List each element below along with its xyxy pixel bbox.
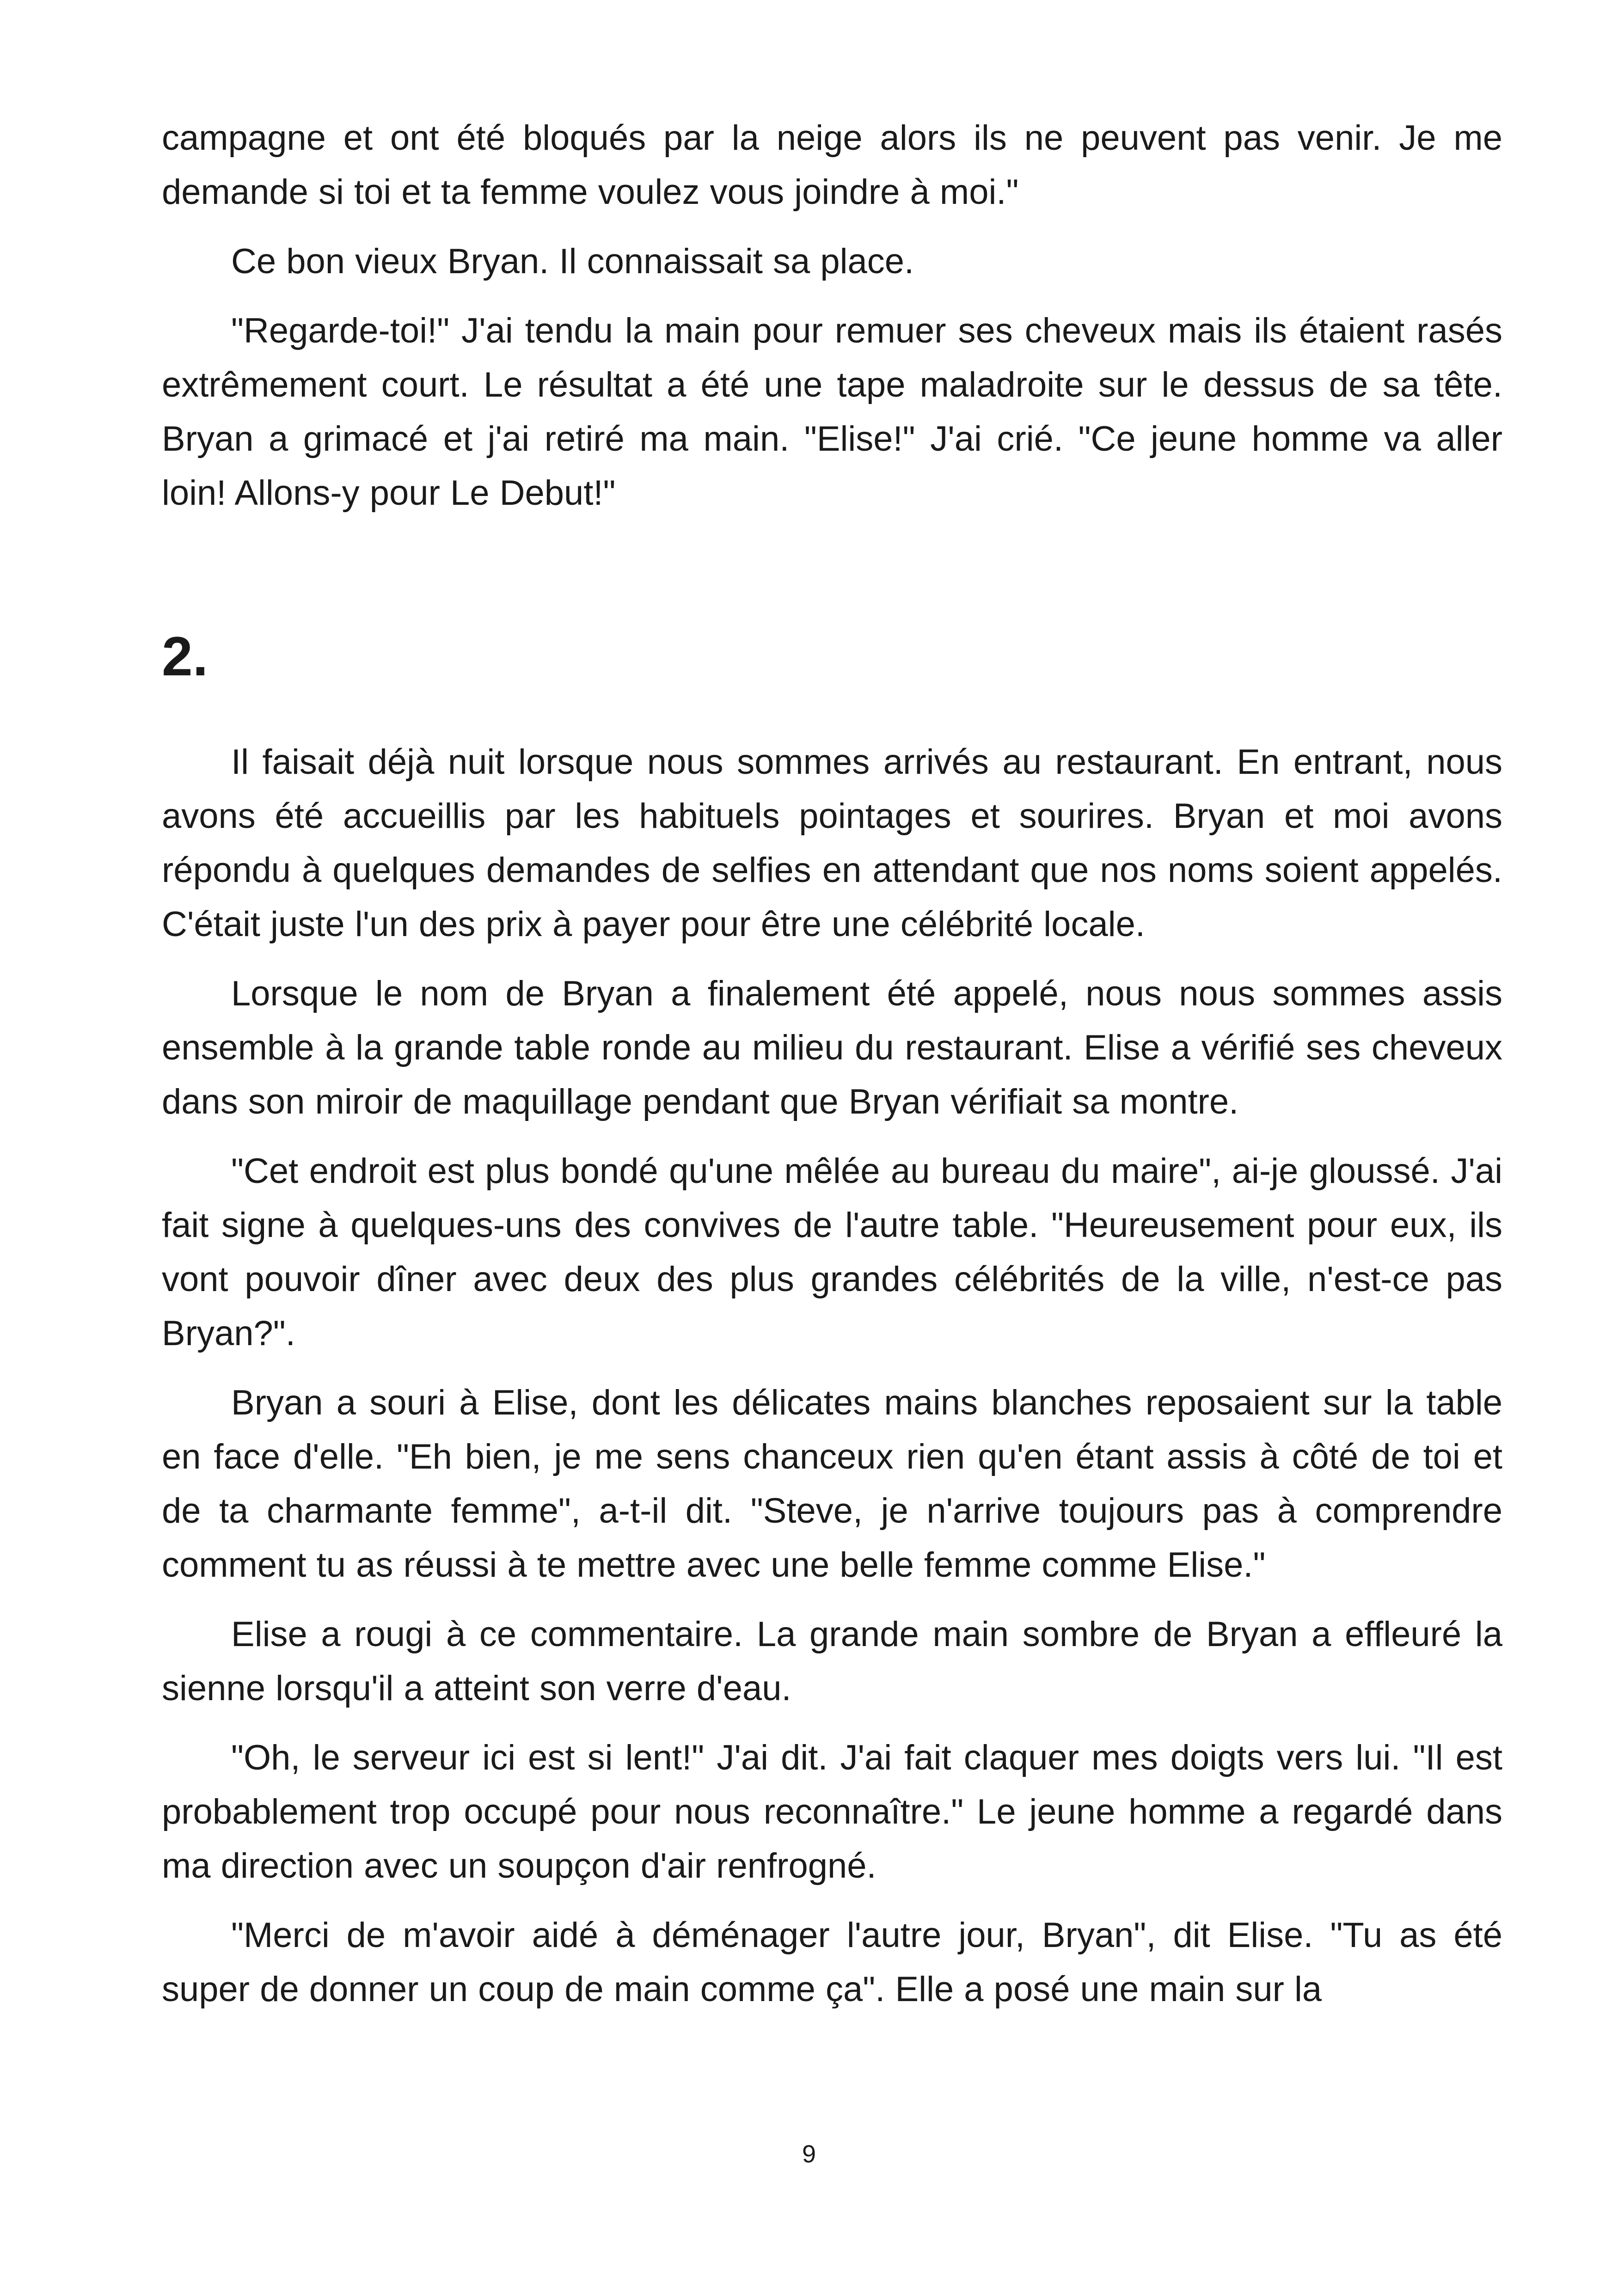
chapter-heading: 2. <box>162 625 208 687</box>
continued-text-block <box>162 111 1502 520</box>
paragraph: "Regarde-toi!" J'ai tendu la main pour remuer ses cheveux mais ils étaient rasés extrêmement court. Le résultat a été une tape maladroite sur le dessus de sa tête. Bryan a grimacé et j'ai retiré ma main. "Elise!" J'ai crié. "Ce jeune homme va aller loin! Allons-y pour Le Debut!" <box>162 311 1502 513</box>
paragraph: Elise a rougi à ce commentaire. La grande main sombre de Bryan a effleuré la sienne lorsqu'il a atteint son verre d'eau. <box>162 1615 1502 1708</box>
paragraph: Ce bon vieux Bryan. Il connaissait sa place. <box>231 242 914 281</box>
paragraph: "Oh, le serveur ici est si lent!" J'ai dit. J'ai fait claquer mes doigts vers lui. "Il est probablement trop occupé pour nous reconnaître." Le jeune homme a regardé dans ma direction avec un soupçon d'air renfrogné. <box>162 1738 1502 1886</box>
paragraph: "Cet endroit est plus bondé qu'une mêlée au bureau du maire", ai-je gloussé. J'ai fait signe à quelques-uns des convives de l'autre table. "Heureusement pour eux, ils vont pouvoir dîner avec deux des plus grandes célébrités de la ville, n'est-ce pas Bryan?". <box>162 1151 1502 1353</box>
paragraph: "Merci de m'avoir aidé à déménager l'autre jour, Bryan", dit Elise. "Tu as été super de donner un coup de main comme ça". Elle a posé une main sur la <box>162 1916 1502 2009</box>
paragraph: Bryan a souri à Elise, dont les délicates mains blanches reposaient sur la table en face d'elle. "Eh bien, je me sens chanceux rien qu'en étant assis à côté de toi et de ta charmante femme", a-t-il dit. "Steve, je n'arrive toujours pas à comprendre comment tu as réussi à te mettre avec une belle femme comme Elise." <box>162 1383 1502 1585</box>
paragraph-continuation: campagne et ont été bloqués par la neige alors ils ne peuvent pas venir. Je me demande si toi et ta femme voulez vous joindre à moi." <box>162 118 1502 212</box>
paragraph: Lorsque le nom de Bryan a finalement été appelé, nous nous sommes assis ensemble à la grande table ronde au milieu du restaurant. Elise a vérifié ses cheveux dans son miroir de maquillage pendant que Bryan vérifiait sa montre. <box>162 974 1502 1121</box>
paragraph: Il faisait déjà nuit lorsque nous sommes arrivés au restaurant. En entrant, nous avons été accueillis par les habituels pointages et sourires. Bryan et moi avons répondu à quelques demandes de selfies en attendant que nos noms soient appelés. C'était juste l'un des prix à payer pour être une célébrité locale. <box>162 742 1502 944</box>
chapter-body <box>162 735 1502 2016</box>
page-number: 9 <box>802 2140 816 2168</box>
